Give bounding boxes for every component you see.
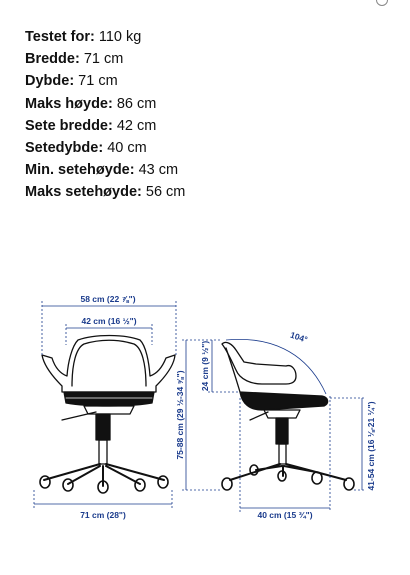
spec-value: 71 cm [79,51,124,68]
chair-base-legs-side [230,464,346,480]
dim-arc-recline [226,339,326,394]
spec-key: Bredde: [25,51,80,68]
spec-key: Setedybde: [25,140,104,157]
chair-seat [64,392,154,406]
side-view-chair [222,342,354,490]
chair-lever [62,412,96,420]
label-recline-angle: 104° [289,329,309,345]
label-seat-width: 42 cm (16 ½") [81,316,137,326]
chair-base-legs [44,464,164,486]
spec-key: Min. setehøyde: [25,162,135,179]
label-total-height: 75-88 cm (29 ½-34 ⅝") [175,370,185,460]
chair-lever-side [250,412,268,420]
chair-gas-cylinder [96,414,110,440]
spec-key: Maks høyde: [25,95,113,112]
label-seat-height: 41-54 cm (16 ⅛-21 ¼") [366,401,376,491]
label-base-width: 71 cm (28") [80,510,126,520]
chair-mechanism-side [264,410,300,418]
chair-column-side [279,444,286,464]
chair-back-inner [72,340,146,386]
spec-value: 42 cm [112,117,157,134]
label-back-height: 24 cm (9 ½") [200,340,210,392]
chair-back-side [222,342,296,384]
spec-key: Maks setehøyde: [25,184,142,201]
front-view-chair [40,336,175,494]
spec-key: Sete bredde: [25,117,113,134]
spec-value: 71 cm [74,73,118,90]
chair-shell-outline [42,336,175,393]
chair-seat-side [240,392,328,410]
label-overall-width: 58 cm (22 ⅞") [80,294,136,304]
spec-value: 43 cm [134,162,179,179]
label-seat-depth: 40 cm (15 ¾") [257,510,313,520]
chair-column [99,440,107,464]
spec-key: Testet for: [25,29,95,45]
spec-value: 40 cm [103,140,147,157]
chair-gas-cylinder-side [276,418,288,444]
spec-value: 56 cm [141,184,186,201]
spec-value: 110 kg [94,29,142,45]
chair-back-side-inner [226,348,240,392]
spec-key: Dybde: [25,73,75,90]
spec-value: 86 cm [112,95,157,112]
